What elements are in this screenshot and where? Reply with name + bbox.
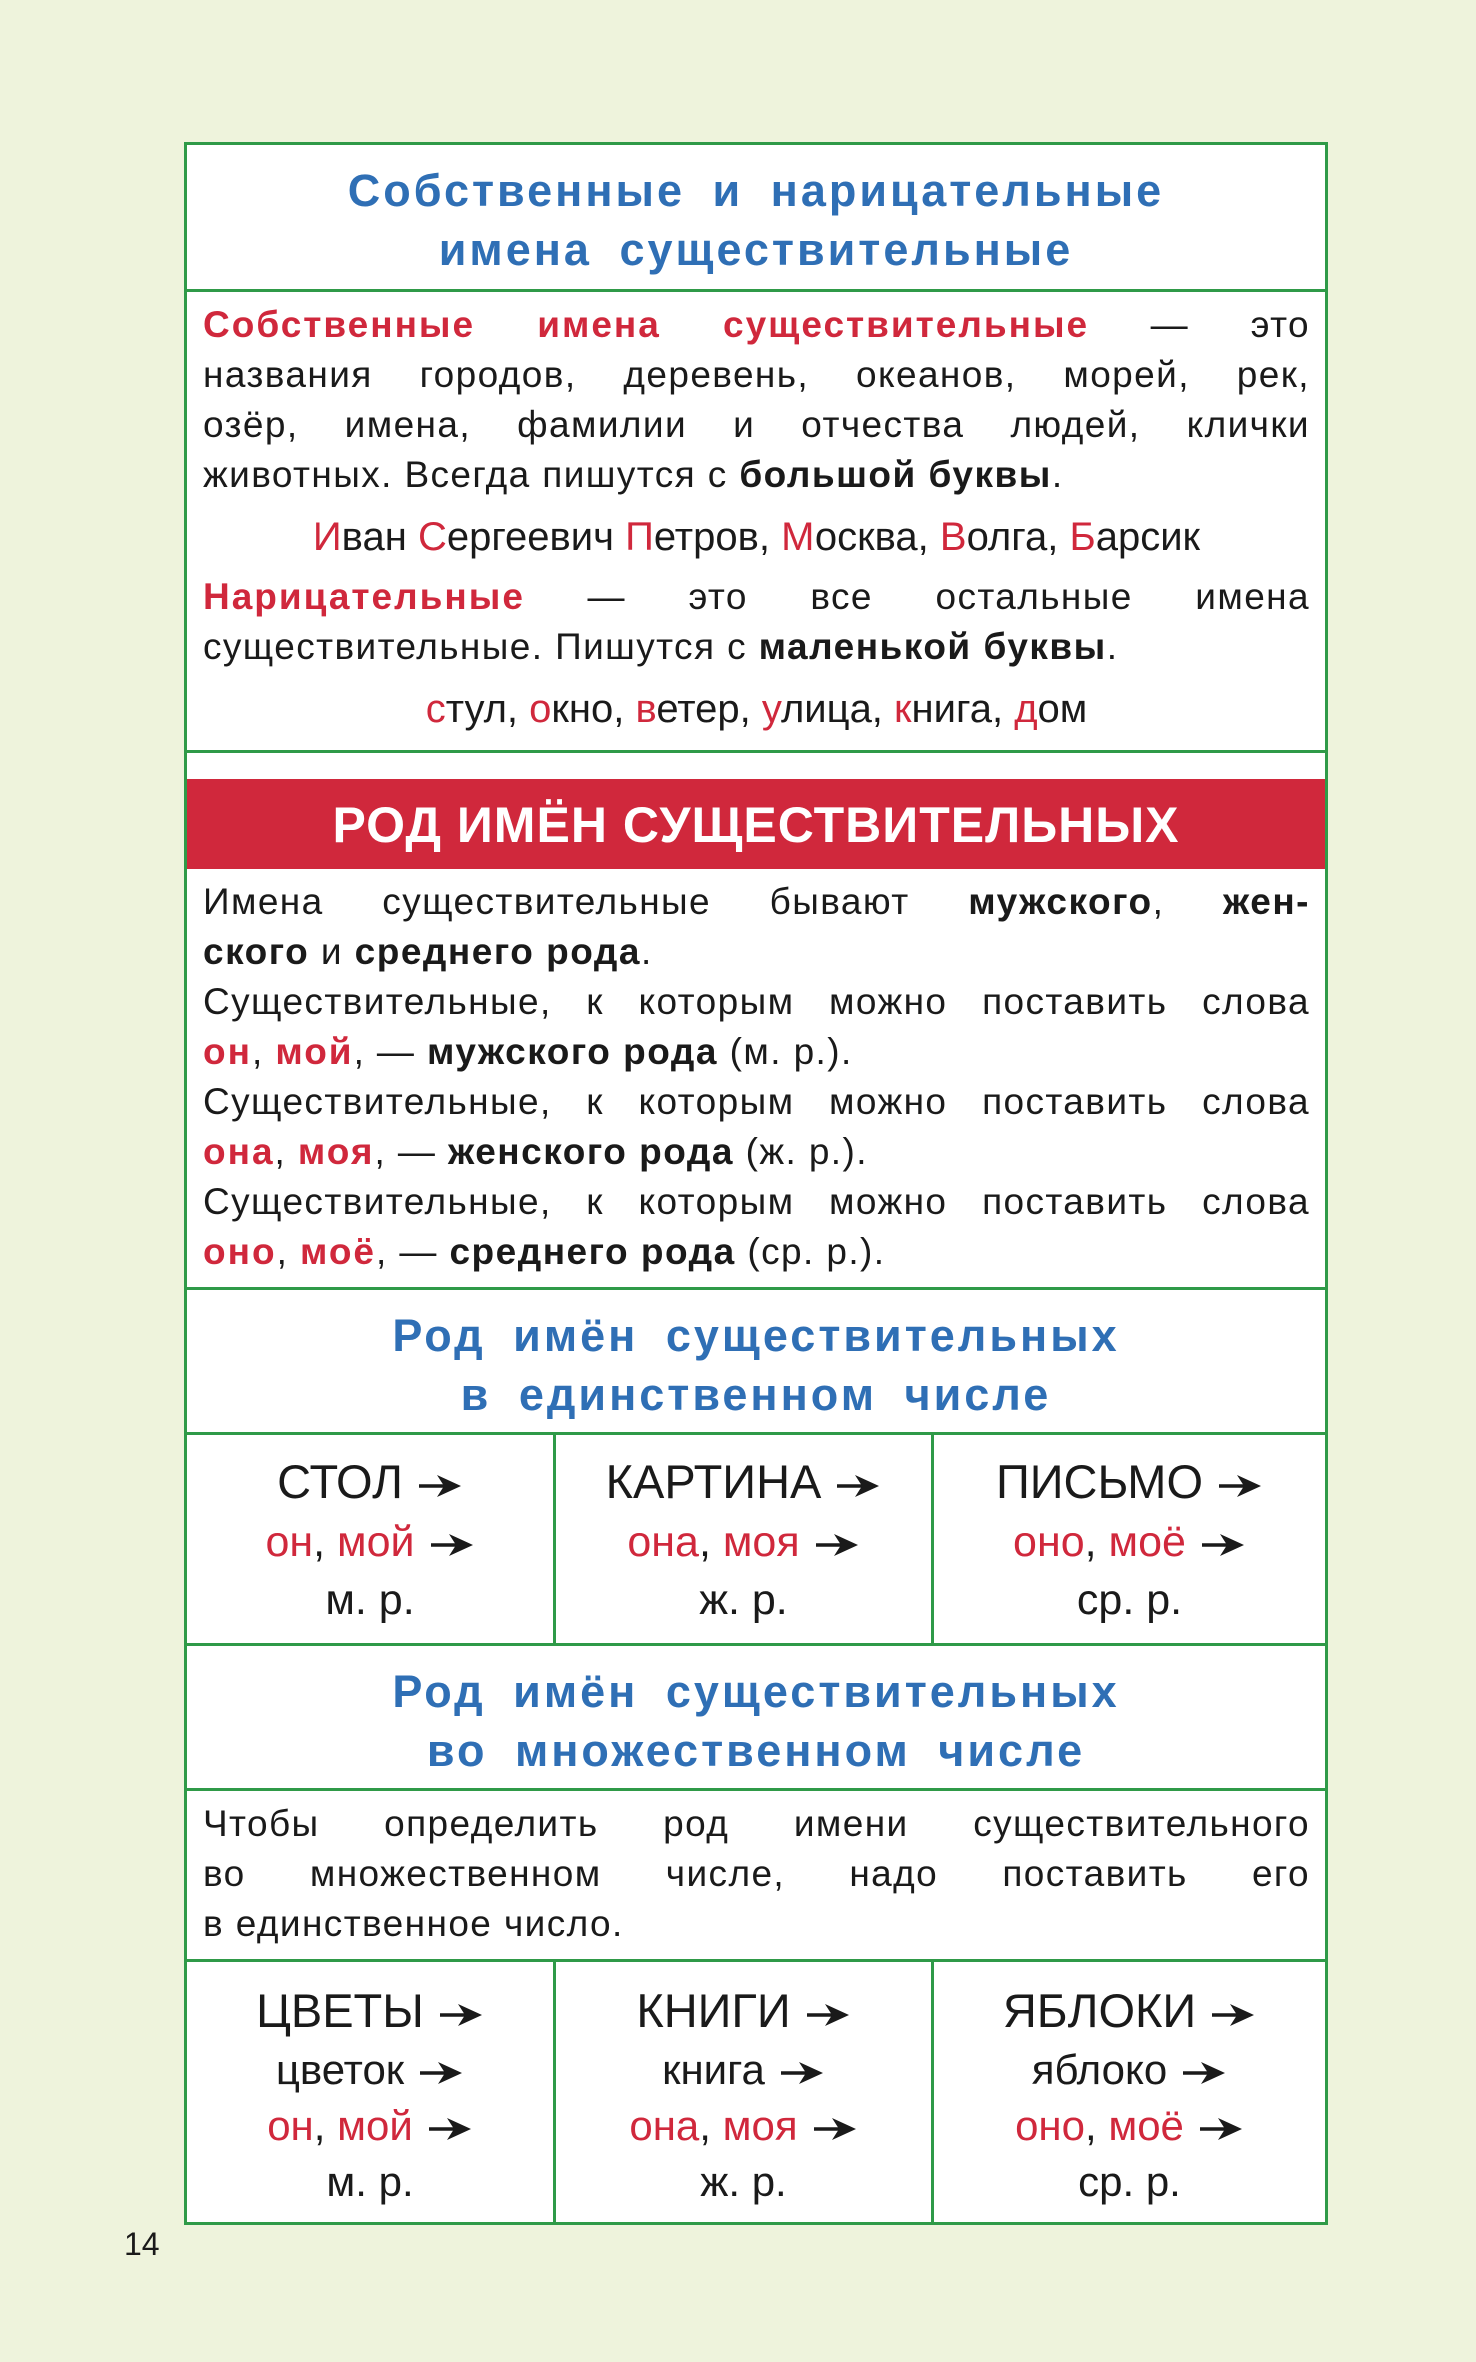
pronoun: она [203, 1131, 275, 1172]
text: Чтобы определить род имени существительного [203, 1803, 1310, 1844]
text: (ср. р.). [735, 1231, 886, 1272]
arrow-right-icon [1200, 1532, 1246, 1558]
example-word: стул, [425, 687, 519, 731]
text: Существительные, к которым можно поставить слова [203, 1081, 1310, 1122]
arrow-right-icon [1217, 1473, 1263, 1499]
noun: ЦВЕТЫ [256, 1984, 424, 2037]
pronoun: оно [1015, 2102, 1085, 2149]
arrow-right-icon [1210, 2002, 1256, 2028]
title-line: в единственном числе [460, 1369, 1052, 1420]
masculine-cell: СТОЛ он, мой м. р. [187, 1435, 553, 1643]
title-line: Собственные и нарицательные [347, 165, 1165, 216]
arrow-right-icon [438, 2002, 484, 2028]
proper-examples [203, 508, 1310, 566]
masculine-rule: Существительные, к которым можно поставить слова он, мой, — мужского рода (м. р.). [203, 977, 1310, 1077]
noun: ПИСЬМО [995, 1455, 1204, 1508]
noun: СТОЛ [277, 1455, 403, 1508]
singular-form: цветок [275, 2046, 405, 2093]
noun: КНИГИ [636, 1984, 791, 2037]
plural-title [187, 1646, 1325, 1791]
text: — это [1089, 304, 1310, 345]
example-word: Иван [312, 515, 407, 559]
text: , [1152, 881, 1223, 922]
gender-name: среднего рода [449, 1231, 736, 1272]
arrow-right-icon [427, 2116, 473, 2142]
pronoun: мой [337, 2102, 413, 2149]
bold-term: жен- [1223, 881, 1310, 922]
gender-intro [203, 877, 1310, 977]
arrow-right-icon [1181, 2060, 1227, 2086]
title-line: Род имён существительных [392, 1666, 1120, 1717]
noun: КАРТИНА [605, 1455, 822, 1508]
text: и [309, 931, 355, 972]
arrow-right-icon [814, 1532, 860, 1558]
gender-banner: РОД ИМЁН СУЩЕСТВИТЕЛЬНЫХ [187, 779, 1325, 869]
neuter-cell: ПИСЬМО оно, моё ср. р. [931, 1435, 1325, 1643]
noun: ЯБЛОКИ [1002, 1984, 1197, 2037]
plural-table [187, 1962, 1325, 2222]
singular-form: яблоко [1031, 2046, 1168, 2093]
text: , — [353, 1031, 428, 1072]
text: . [1106, 626, 1119, 667]
common-term: Нарицательные [203, 576, 525, 617]
text: — это все остальные имена [524, 576, 1310, 617]
text: Существительные, к которым можно поставить слова [203, 1181, 1310, 1222]
example-word: Москва, [781, 515, 929, 559]
text: Существительные, к которым можно поставить слова [203, 981, 1310, 1022]
plural-paragraph [203, 1799, 1310, 1949]
arrow-right-icon [418, 2060, 464, 2086]
text: в единственное число. [203, 1903, 624, 1944]
pronoun: моё [299, 1231, 376, 1272]
title-line: во множественном числе [426, 1725, 1086, 1776]
page-number: 14 [124, 2226, 160, 2262]
singular-table [187, 1435, 1325, 1646]
neuter-rule: Существительные, к которым можно поставить слова оно, моё, — среднего рода (ср. р.). [203, 1177, 1310, 1277]
neuter-cell: ЯБЛОКИ яблоко оно, моё ср. р. [931, 1962, 1325, 2222]
text: названия городов, деревень, океанов, морей, рек, [203, 354, 1310, 395]
feminine-rule: Существительные, к которым можно поставить слова она, моя, — женского рода (ж. р.). [203, 1077, 1310, 1177]
text: , — [374, 1131, 448, 1172]
text: озёр, имена, фамилии и отчества людей, клички [203, 404, 1310, 445]
proper-common-section [187, 292, 1325, 753]
gender-rules-section [187, 869, 1325, 1290]
gender-abbr: м. р. [326, 2158, 414, 2205]
bold-term: маленькой буквы [758, 626, 1107, 667]
pronoun: он [267, 2102, 314, 2149]
text: (м. р.). [717, 1031, 853, 1072]
text: животных. Всегда пишутся с [203, 454, 740, 495]
masculine-cell: ЦВЕТЫ цветок он, мой м. р. [187, 1962, 553, 2222]
title-line: Род имён существительных [392, 1310, 1120, 1361]
text: , — [376, 1231, 450, 1272]
title-line: имена существительные [438, 224, 1074, 275]
feminine-cell: КАРТИНА она, моя ж. р. [553, 1435, 931, 1643]
example-word: улица, [761, 687, 883, 731]
pronoun: она [629, 2102, 700, 2149]
bold-term: большой буквы [739, 454, 1052, 495]
pronoun: моё [1108, 2102, 1184, 2149]
gender-name: мужского рода [427, 1031, 718, 1072]
gender-abbr: ср. р. [1076, 1576, 1183, 1624]
pronoun: моё [1108, 1518, 1186, 1566]
common-examples [203, 680, 1310, 738]
example-word: дом [1014, 687, 1088, 731]
arrow-right-icon [835, 1473, 881, 1499]
pronoun: мой [275, 1031, 354, 1072]
pronoun: оно [203, 1231, 277, 1272]
arrow-right-icon [417, 1473, 463, 1499]
example-word: книга, [894, 687, 1004, 731]
arrow-right-icon [1198, 2116, 1244, 2142]
text: . [1051, 454, 1064, 495]
pronoun: он [265, 1518, 314, 1566]
pronoun: он [203, 1031, 252, 1072]
proper-term: Собственные имена существительные [203, 304, 1090, 345]
arrow-right-icon [429, 1532, 475, 1558]
common-definition [203, 572, 1310, 672]
text: (ж. р.). [733, 1131, 868, 1172]
pronoun: моя [722, 2102, 798, 2149]
gender-abbr: ср. р. [1078, 2158, 1181, 2205]
example-word: Сергеевич [417, 515, 614, 559]
proper-common-title [187, 145, 1325, 292]
pronoun: моя [722, 1518, 800, 1566]
singular-form: книга [662, 2046, 765, 2093]
text: существительные. Пишутся с [203, 626, 759, 667]
example-word: окно, [529, 687, 625, 731]
proper-definition [203, 300, 1310, 500]
example-word: Петров, [625, 515, 770, 559]
plural-explanation [187, 1791, 1325, 1962]
gender-name: женского рода [447, 1131, 734, 1172]
bold-term: ского [203, 931, 310, 972]
bold-term: среднего рода [354, 931, 641, 972]
arrow-right-icon [779, 2060, 825, 2086]
grammar-card [184, 142, 1328, 2225]
gender-abbr: м. р. [325, 1576, 415, 1624]
pronoun: оно [1013, 1518, 1085, 1566]
arrow-right-icon [812, 2116, 858, 2142]
singular-title [187, 1290, 1325, 1435]
text: Имена существительные бывают [203, 881, 969, 922]
pronoun: она [627, 1518, 699, 1566]
text: . [640, 931, 653, 972]
pronoun: моя [297, 1131, 375, 1172]
text: во множественном числе, надо поставить его [203, 1853, 1310, 1894]
example-word: Барсик [1069, 515, 1201, 559]
example-word: ветер, [635, 687, 751, 731]
gender-abbr: ж. р. [699, 1576, 788, 1624]
bold-term: мужского [968, 881, 1153, 922]
arrow-right-icon [805, 2002, 851, 2028]
pronoun: мой [337, 1518, 415, 1566]
gender-abbr: ж. р. [700, 2158, 787, 2205]
example-word: Волга, [939, 515, 1059, 559]
feminine-cell: КНИГИ книга она, моя ж. р. [553, 1962, 931, 2222]
